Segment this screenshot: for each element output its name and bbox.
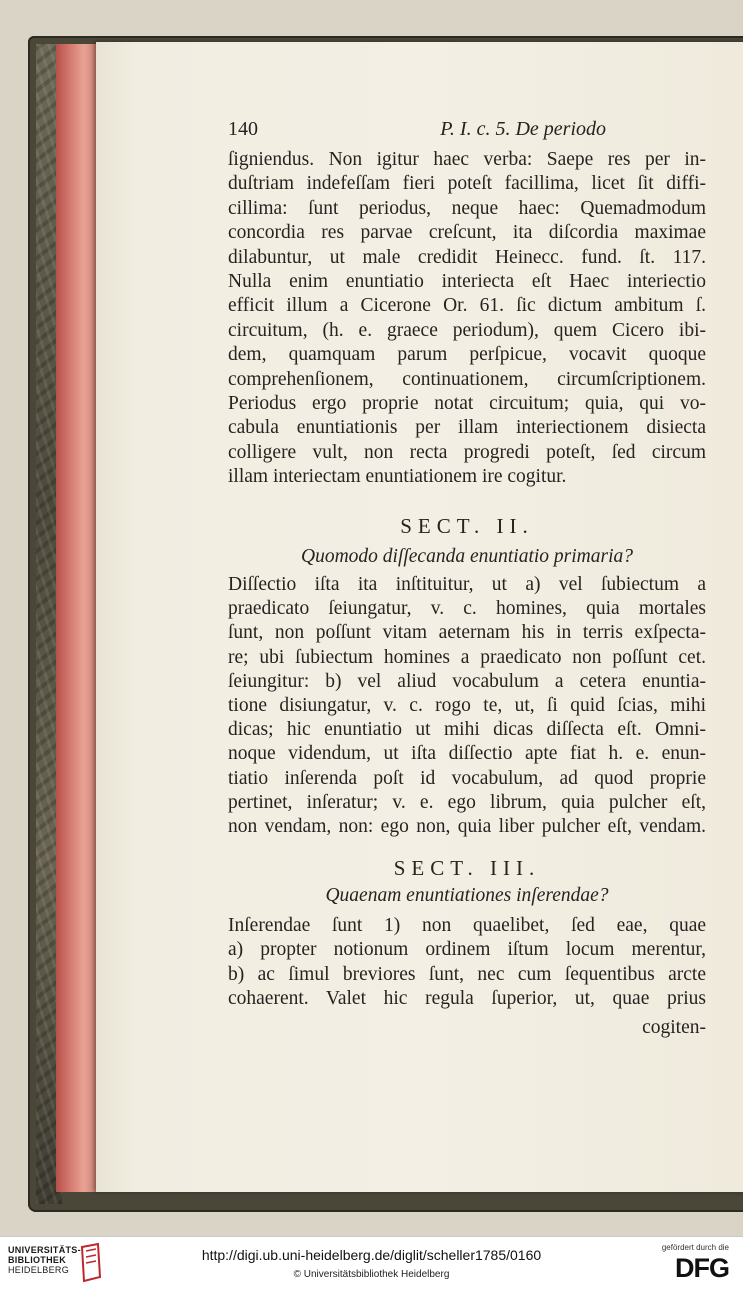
text-line: Diſſectio iſta ita inſtituitur, ut a) vel ſubiectum a: [228, 574, 706, 595]
text-line: a) propter notionum ordinem iſtum locum merentur,: [228, 939, 706, 961]
text-line: re; ubi ſubiectum homines a praedicato non poſſunt cet.: [228, 646, 706, 668]
section-3-subtitle: Quaenam enuntiationes inſerendae?: [325, 885, 609, 906]
library-name-line: BIBLIOTHEK: [8, 1255, 66, 1265]
text-line: noque videndum, ut iſta diſſectio apte fiat h. e. enun-: [228, 743, 706, 765]
section-3-heading: SECT. III.: [393, 856, 541, 880]
text-line: Nulla enim enuntiatio interiecta eſt Haec interiectio: [228, 271, 706, 292]
permalink-url[interactable]: http://digi.ub.uni-heidelberg.de/diglit/scheller1785/0160: [201, 1247, 542, 1263]
section-2-subtitle: Quomodo diſſecanda enuntiatio primaria?: [300, 546, 634, 567]
page-number: 140: [228, 118, 258, 140]
text-line: efficit illum a Cicerone Or. 61. ſic dictum ambitum ſ.: [228, 295, 706, 317]
text-line: praedicato ſeiungatur, v. c. homines, quia mortales: [228, 598, 706, 620]
text-line: ſigniendus. Non igitur haec verba: Saepe res per in-: [228, 149, 706, 170]
catchword: cogiten-: [642, 1017, 706, 1038]
text-line: non vendam, non: ego non, quia liber pulcher eſt, vendam.: [228, 816, 706, 837]
library-name-line: UNIVERSITÄTS-: [8, 1245, 81, 1255]
text-line: duſtriam indefeſſam fieri poteſt facillima, licet ſit diffi-: [228, 173, 706, 195]
viewer-footer: [0, 1236, 743, 1290]
text-line: circuitum, (h. e. graece periodum), quem Cicero ibi-: [228, 319, 706, 341]
text-line: tiatio inſerenda poſt id vocabulum, ad quod proprie: [228, 767, 706, 789]
text-line: ſunt, non poſſunt vitam aeternam his in terris exſpecta-: [228, 622, 706, 644]
text-line: illam interiectam enuntiationem ire cogitur.: [228, 466, 567, 488]
text-line: dem, quamquam parum perſpicue, vocavit quoque: [228, 344, 706, 366]
running-head: P. I. c. 5. De periodo: [440, 118, 606, 140]
section-2-heading: SECT. II.: [400, 514, 534, 538]
text-line: Periodus ergo proprie notat circuitum; quia, qui vo-: [228, 393, 706, 414]
text-line: tione disiungatur, v. c. rogo te, ut, ſi quid ſcias, mihi: [228, 695, 706, 716]
text-line: dicas; hic enuntiatio ut mihi dicas diſſecta eſt. Omni-: [228, 719, 706, 741]
text-line: pertinet, inſeratur; v. e. ego librum, quia pulcher eſt,: [228, 791, 706, 813]
text-line: dilabuntur, ut male credidit Heinecc. fund. ſt. 117.: [228, 246, 706, 268]
text-line: colligere vult, non recta progredi poteſt, ſed circum: [228, 441, 706, 463]
dfg-logo[interactable]: DFG: [675, 1253, 729, 1283]
copyright-notice: © Universitätsbibliothek Heidelberg: [293, 1269, 450, 1280]
text-line: ſeiungitur: b) vel aliud vocabulum a cetera enuntia-: [228, 670, 706, 692]
library-name-line: HEIDELBERG: [8, 1265, 70, 1275]
text-line: cohaerent. Valet hic regula ſuperior, ut, quae prius: [228, 988, 706, 1010]
text-line: b) ac ſimul breviores ſunt, nec cum ſequentibus arcte: [228, 963, 706, 985]
text-line: concordia res parvae creſcunt, ita diſcordia maximae: [228, 222, 706, 244]
text-line: comprehenſionem, continuationem, circumſcriptionem.: [228, 368, 706, 390]
text-line: cillima: ſunt periodus, neque haec: Quemadmodum: [228, 197, 706, 219]
funding-note: gefördert durch die: [661, 1243, 729, 1252]
text-line: cabula enuntiationis per illam interiectionem disiecta: [228, 417, 706, 439]
text-line: Inſerendae ſunt 1) non quaelibet, ſed eae, quae: [228, 915, 706, 936]
